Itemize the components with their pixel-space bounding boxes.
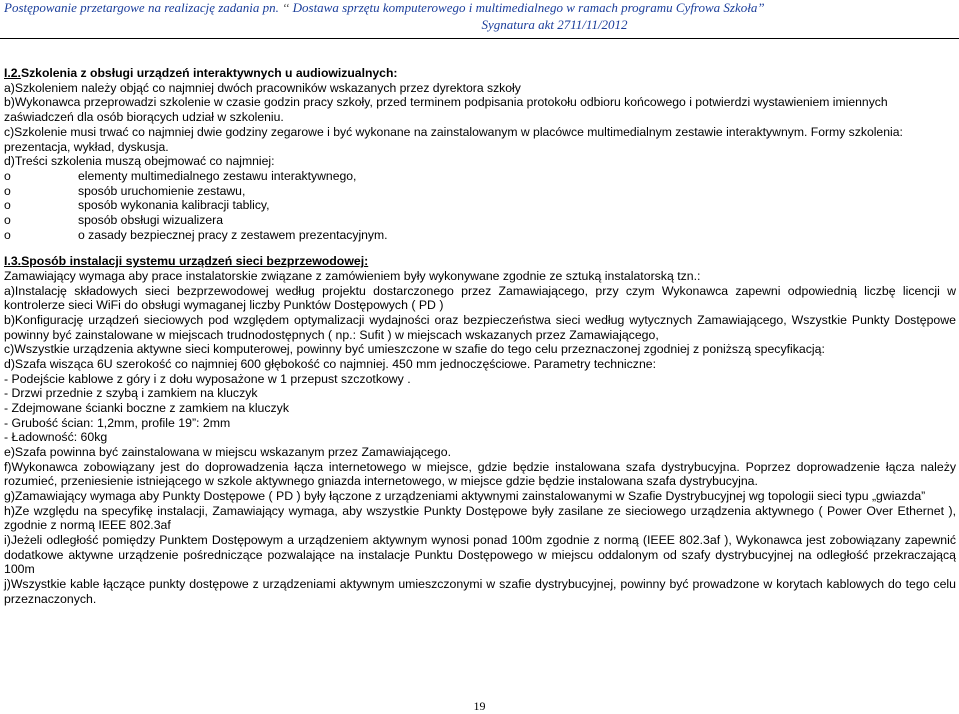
paragraph: Zamawiający wymaga aby prace instalatorskie związane z zamówieniem były wykonywane zgodnie ze sztuką instalatorską tzn.: [4,269,701,284]
paragraph: a)Instalację składowych sieci bezprzewodowej według projektu dostarczonego przez Zamawiającego, przy czym Wykonawca zapewni odpowiednią liczbę licencji w kontrolerze sieci WiFi do obsługi wymaganej liczby Punktów Dostępowych ( PD ) [4,283,956,313]
section-training [4,66,956,242]
paragraph: f)Wykonawca zobowiązany jest do doprowadzenia łącza internetowego w miejsce, gdzie będzie instalowana szafa dystrybucyjna. Poprzez doprowadzenie łącza należy rozumieć, przeniesienie istniejącego w szkole aktywnego gniazda internetowego, w miejsce gdzie będzie instalowana szafa dystrybucyjna. [4,459,956,489]
section-wireless-heading [4,254,956,269]
list-item: o sposób obsługi wizualizera [4,213,223,228]
document-body [4,66,956,606]
header-quote-mark: ‘‘ [282,0,290,15]
list-item: o elementy multimedialnego zestawu interaktywnego, [4,168,357,183]
paragraph: - Zdejmowane ścianki boczne z zamkiem na kluczyk [4,401,289,415]
list-item: o o zasady bezpiecznej pracy z zestawem prezentacyjnym. [4,227,388,242]
paragraph-b: b)Wykonawca przeprowadzi szkolenie w czasie godzin pracy szkoły, przed terminem podpisania protokołu odbioru końcowego i potwierdzi wystawieniem imiennych zaświadczeń dla osób biorących udział w szkoleniu. [4,95,888,125]
bullet-icon: o [4,227,11,242]
training-topics-list [4,169,956,243]
header-title-part1: Postępowanie przetargowe na realizację zadania pn. [4,0,279,15]
bullet-icon: o [4,168,11,183]
paragraph: j)Wszystkie kable łączące punkty dostępowe z urządzeniami aktywnym umieszczonymi w szafie dystrybucyjnej, powinny być prowadzone w korytach kablowych do tego celu przeznaczonych. [4,576,956,606]
paragraph: g)Zamawiający wymaga aby Punkty Dostępowe ( PD ) były łączone z urządzeniami aktywnymi zainstalowanymi w Szafie Dystrybucyjnej wg topologii sieci typu „gwiazda” [4,488,926,503]
list-item: o sposób wykonania kalibracji tablicy, [4,198,270,213]
page-number: 19 [473,699,486,713]
page-header [0,0,959,39]
paragraph: e)Szafa powinna być zainstalowana w miejscu wskazanym przez Zamawiającego. [4,444,451,459]
section-training-heading [4,66,956,81]
paragraph: d)Szafa wisząca 6U szerokość co najmniej 600 głębokość co najmniej. 450 mm jednoczęściowe. Parametry techniczne: [4,357,657,372]
section-number: I.2. [4,66,21,80]
bullet-icon: o [4,213,11,228]
header-title-part2: Dostawa sprzętu komputerowego i multimedialnego w ramach programu [292,0,673,15]
header-title [4,0,765,16]
paragraph-c: c)Szkolenie musi trwać co najmniej dwie godziny zegarowe i być wykonane na zainstalowanym w placówce multimedialnym zestawie interaktywnym. Formy szkolenia: prezentacja, wykład, dyskusja. [4,124,903,154]
paragraph: c)Wszystkie urządzenia aktywne sieci komputerowej, powinny być umieszczone w szafie do tego celu przeznaczonej zgodniej z poniższą specyfikacją: [4,342,825,357]
header-signature: Sygnatura akt 2711/11/2012 [481,17,628,32]
paragraph: h)Ze względu na specyfikę instalacji, Zamawiający wymaga, aby wszystkie Punkty Dostępowe były zasilane ze sieciowego urządzenia aktywnego ( Power Over Ethernet ), zgodnie z normą IEEE 802.3af [4,503,956,533]
paragraph-a: a)Szkoleniem należy objąć co najmniej dwóch pracowników wskazanych przez dyrektora szkoły [4,80,521,95]
paragraph-d: d)Treści szkolenia muszą obejmować co najmniej: [4,154,275,169]
section-title: Szkolenia z obsługi urządzeń interaktywnych u audiowizualnych: [20,66,398,80]
bullet-icon: o [4,183,11,198]
list-item: o sposób uruchomienie zestawu, [4,183,246,198]
header-title-part3: Cyfrowa Szkoła” [675,0,765,15]
paragraph: i)Jeżeli odległość pomiędzy Punktem Dostępowym a urządzeniem aktywnym wynosi ponad 100m zgodnie z normą (IEEE 802.3af ), Wykonawca jest zobowiązany zapewnić dodatkowe aktywne urządzenie pośredniczące pozwalające na instalacje Punktu Dostępowego w miejscu oddalonym od szafy dystrybucyjnej na odległość przekraczającą 100m [4,532,956,577]
paragraph: b)Konfigurację urządzeń sieciowych pod względem optymalizacji wydajności oraz bezpieczeństwa sieci według wytycznych Zamawiającego, Wszystkie Punkty Dostępowe powinny być zainstalowane w miejscach trudnodostępnych ( np.: Sufit ) w miejscach wskazanych przez Zamawiającego, [4,313,956,342]
paragraph: - Drzwi przednie z szybą i zamkiem na kluczyk [4,386,258,401]
section-title: Sposób instalacji systemu urządzeń sieci bezprzewodowej: [21,254,369,269]
paragraph: - Grubość ścian: 1,2mm, profile 19”: 2mm [4,415,231,430]
paragraph: - Podejście kablowe z góry i z dołu wyposażone w 1 przepust szczotkowy . [4,371,411,386]
bullet-icon: o [4,198,11,213]
section-wireless-installation [4,254,956,606]
section-number: I.3. [4,254,22,269]
paragraph: - Ładowność: 60kg [4,430,108,445]
